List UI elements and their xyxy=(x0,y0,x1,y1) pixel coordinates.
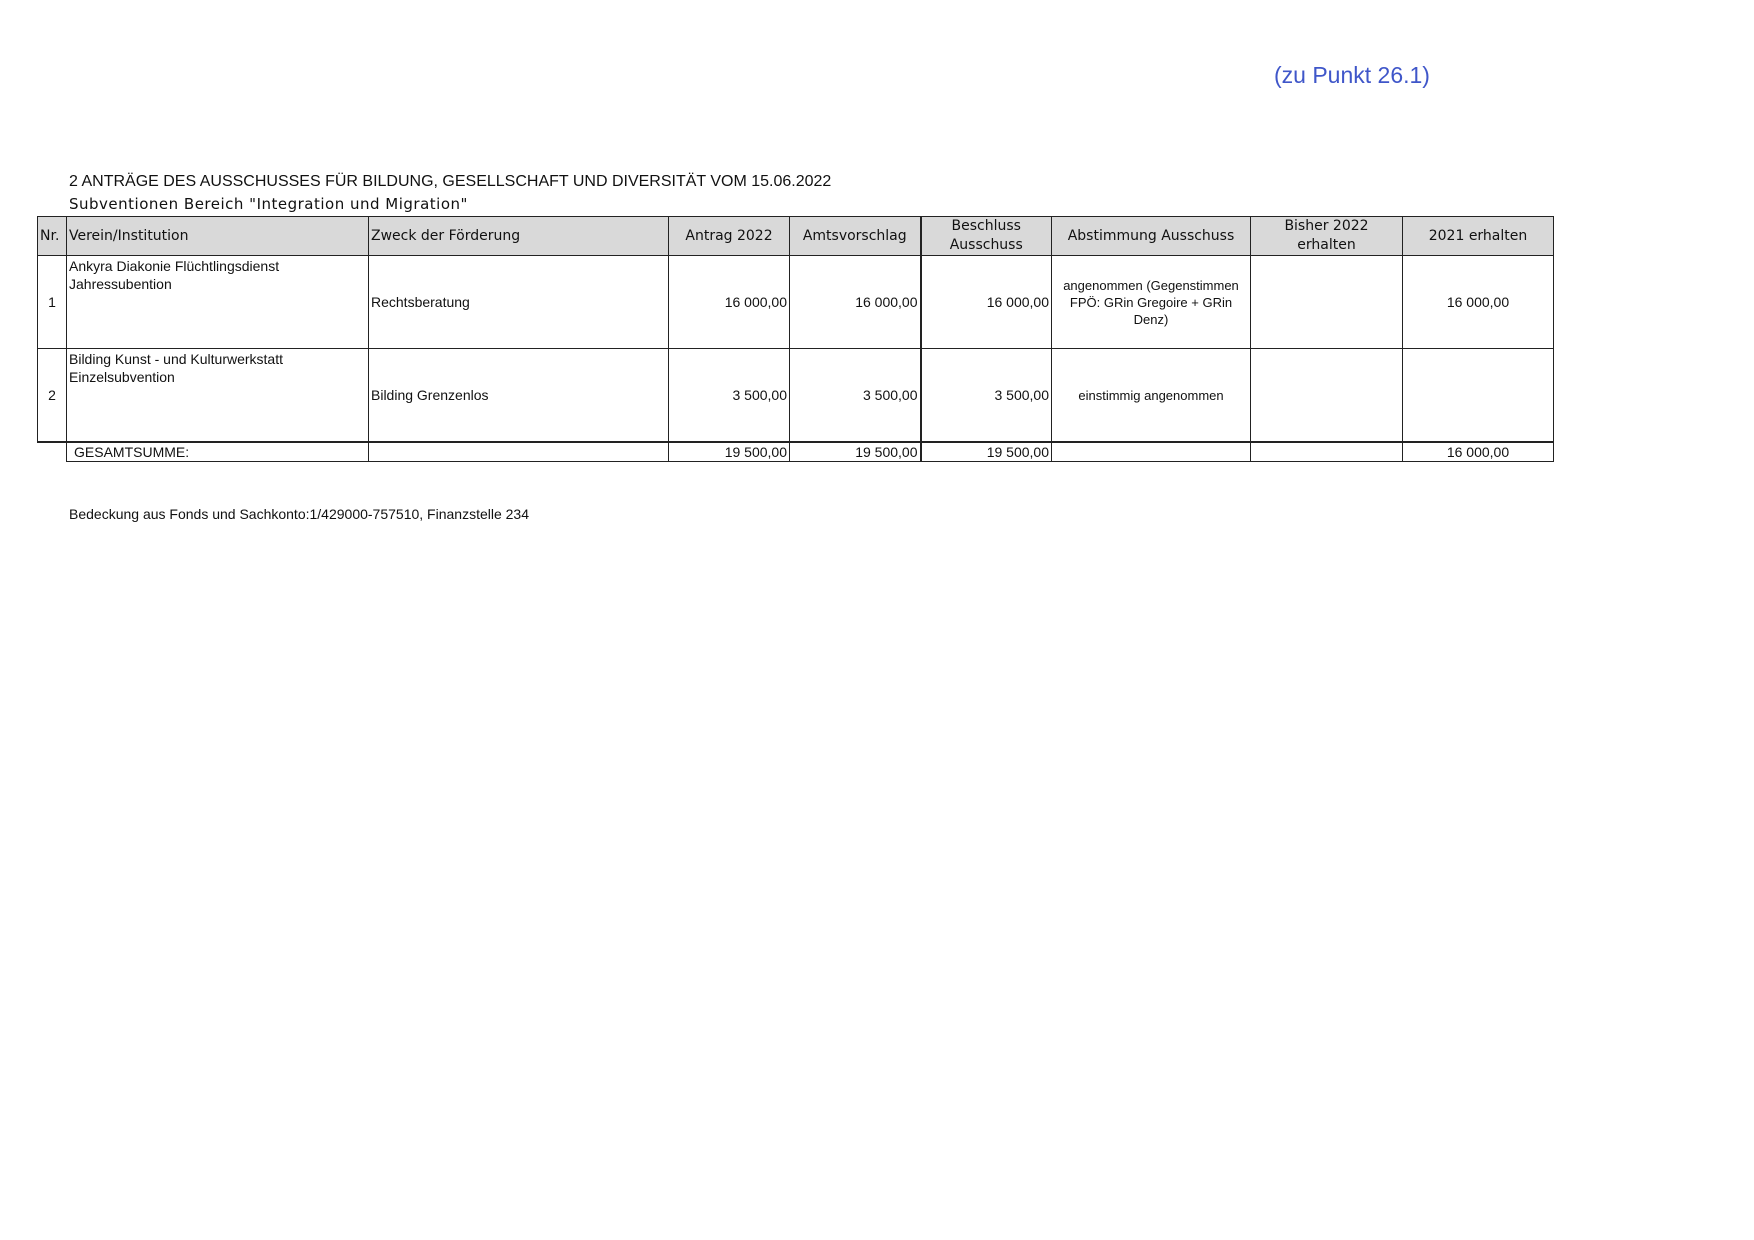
subsidy-table xyxy=(37,216,1554,462)
row-beschluss: 3 500,00 xyxy=(921,349,1052,443)
row-bisher xyxy=(1251,349,1403,443)
row-abstimmung xyxy=(1052,256,1251,349)
header-bisher xyxy=(1251,217,1403,256)
header-bisher-line2: erhalten xyxy=(1297,237,1356,253)
header-verein: Verein/Institution xyxy=(67,217,369,256)
row-zweck: Rechtsberatung xyxy=(369,256,669,349)
agenda-item-reference: (zu Punkt 26.1) xyxy=(1274,62,1430,88)
table-row xyxy=(38,256,1554,349)
document-heading: 2 ANTRÄGE DES AUSSCHUSSES FÜR BILDUNG, GESELLSCHAFT UND DIVERSITÄT VOM 15.06.2022 xyxy=(69,173,832,190)
document-subheading: Subventionen Bereich "Integration und Migration" xyxy=(69,195,468,213)
coverage-note: Bedeckung aus Fonds und Sachkonto:1/429000-757510, Finanzstelle 234 xyxy=(69,506,530,522)
header-beschluss-line1: Beschluss xyxy=(951,218,1021,234)
total-beschluss: 19 500,00 xyxy=(921,442,1052,462)
row-nr: 1 xyxy=(38,256,67,349)
row-verein-line1: Ankyra Diakonie Flüchtlingsdienst xyxy=(69,258,280,274)
header-nr: Nr. xyxy=(38,217,67,256)
row-abstimmung-line3: Denz) xyxy=(1133,311,1169,327)
total-label: GESAMTSUMME: xyxy=(67,442,369,462)
row-verein-line2: Einzelsubvention xyxy=(69,369,175,385)
row-verein-line1: Bilding Kunst - und Kulturwerkstatt xyxy=(69,351,283,367)
row-abstimmung-line1: angenommen (Gegenstimmen xyxy=(1063,277,1239,293)
header-abstimmung: Abstimmung Ausschuss xyxy=(1052,217,1251,256)
row-abstimmung xyxy=(1052,349,1251,443)
row-verein xyxy=(67,349,369,443)
total-zweck xyxy=(369,442,669,462)
row-nr: 2 xyxy=(38,349,67,443)
row-zweck: Bilding Grenzenlos xyxy=(369,349,669,443)
row-bisher xyxy=(1251,256,1403,349)
row-antrag: 3 500,00 xyxy=(669,349,790,443)
header-antrag: Antrag 2022 xyxy=(669,217,790,256)
header-amtsvorschlag: Amtsvorschlag xyxy=(790,217,921,256)
row-antrag: 16 000,00 xyxy=(669,256,790,349)
header-bisher-line1: Bisher 2022 xyxy=(1284,218,1369,234)
header-zweck: Zweck der Förderung xyxy=(369,217,669,256)
header-beschluss xyxy=(921,217,1052,256)
total-row xyxy=(38,442,1554,462)
total-abstimmung xyxy=(1052,442,1251,462)
row-2021-erhalten: 16 000,00 xyxy=(1403,256,1554,349)
total-2021-erhalten: 16 000,00 xyxy=(1403,442,1554,462)
row-2021-erhalten xyxy=(1403,349,1554,443)
row-amtsvorschlag: 16 000,00 xyxy=(790,256,921,349)
row-verein-line2: Jahressubention xyxy=(69,276,172,292)
table-header-row xyxy=(38,217,1554,256)
row-amtsvorschlag: 3 500,00 xyxy=(790,349,921,443)
header-beschluss-line2: Ausschuss xyxy=(949,237,1023,253)
total-nr-blank xyxy=(38,442,67,462)
total-antrag: 19 500,00 xyxy=(669,442,790,462)
row-abstimmung-line1: einstimmig angenommen xyxy=(1078,387,1224,403)
header-2021-erhalten: 2021 erhalten xyxy=(1403,217,1554,256)
table-row xyxy=(38,349,1554,443)
total-bisher xyxy=(1251,442,1403,462)
row-abstimmung-line2: FPÖ: GRin Gregoire + GRin xyxy=(1069,294,1233,310)
row-verein xyxy=(67,256,369,349)
row-beschluss: 16 000,00 xyxy=(921,256,1052,349)
total-amtsvorschlag: 19 500,00 xyxy=(790,442,921,462)
